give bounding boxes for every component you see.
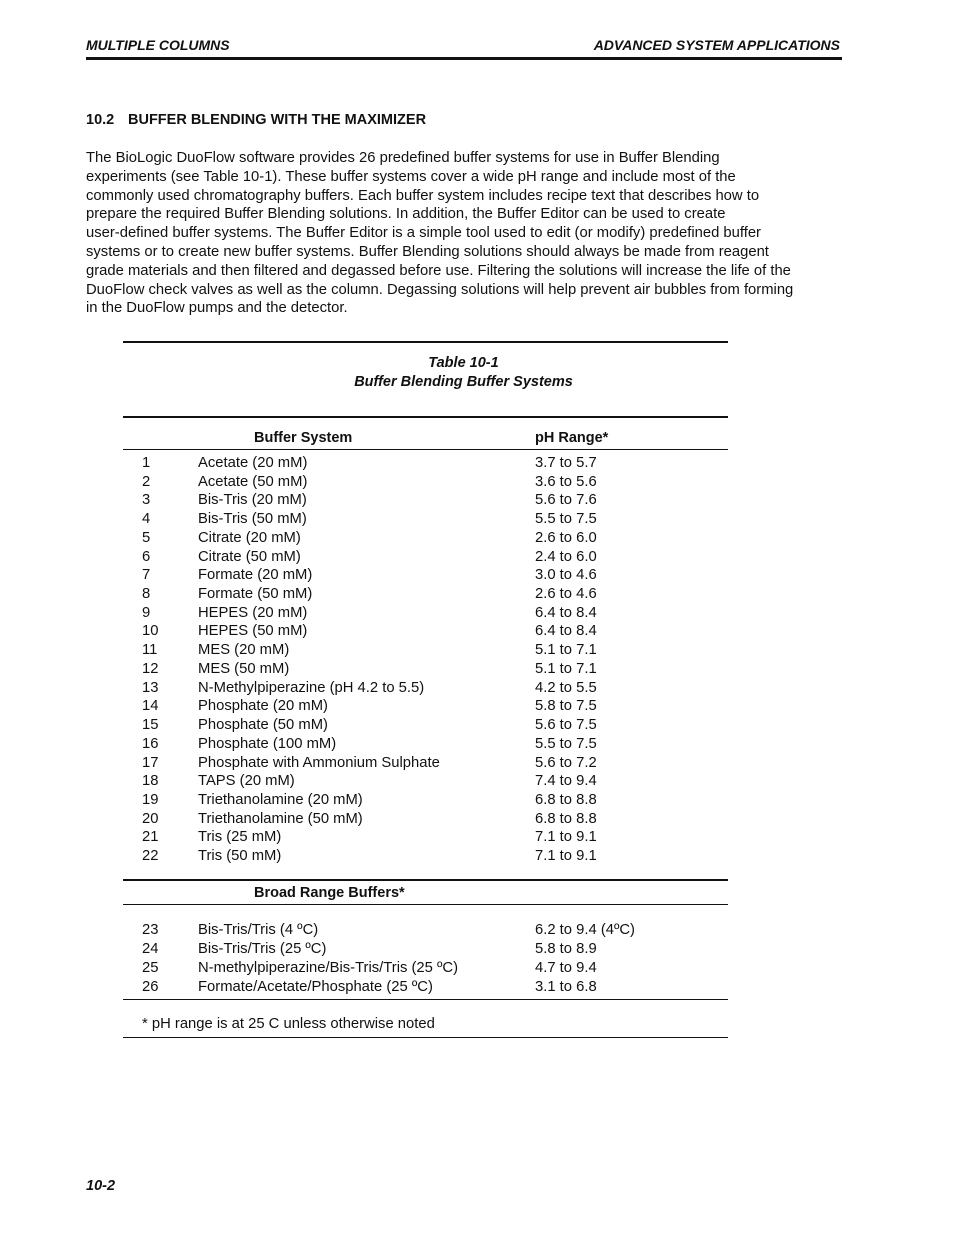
buffer-system-name: Bis-Tris/Tris (4 ºC) xyxy=(198,922,319,938)
buffer-system-name: Triethanolamine (50 mM) xyxy=(198,810,363,827)
table-row xyxy=(123,941,728,960)
table-row xyxy=(123,829,728,848)
table-label: Table 10-1 xyxy=(428,355,499,371)
ph-range-value: 2.4 to 6.0 xyxy=(535,548,597,565)
row-number: 25 xyxy=(142,960,159,976)
row-number: 3 xyxy=(142,492,151,509)
table-title: Buffer Blending Buffer Systems xyxy=(354,374,573,390)
ph-range-value: 4.7 to 9.4 xyxy=(535,960,597,976)
table-row xyxy=(123,530,728,549)
buffer-system-name: TAPS (20 mM) xyxy=(198,773,295,790)
table-row xyxy=(123,549,728,568)
paragraph-line: in the DuoFlow pumps and the detector. xyxy=(86,300,348,317)
buffer-system-name: Bis-Tris (50 mM) xyxy=(198,511,307,528)
table-row xyxy=(123,717,728,736)
buffer-system-name: Formate (50 mM) xyxy=(198,586,313,603)
table-header-bottom-rule xyxy=(123,449,728,450)
row-number: 18 xyxy=(142,773,159,790)
row-number: 20 xyxy=(142,810,159,827)
paragraph-line: prepare the required Buffer Blending solutions. In addition, the Buffer Editor can be used to create xyxy=(86,206,726,223)
broad-section-top-rule xyxy=(123,879,728,881)
section-number: 10.2 xyxy=(86,112,115,128)
footnote-bottom-rule xyxy=(123,1037,728,1038)
buffer-system-name: Phosphate (100 mM) xyxy=(198,735,337,752)
row-number: 13 xyxy=(142,679,159,696)
row-number: 23 xyxy=(142,922,159,938)
buffer-system-name: Acetate (20 mM) xyxy=(198,455,308,471)
buffer-system-name: Phosphate (50 mM) xyxy=(198,717,328,734)
row-number: 26 xyxy=(142,979,159,995)
table-row xyxy=(123,661,728,680)
table-row xyxy=(123,511,728,530)
row-number: 1 xyxy=(142,455,151,471)
ph-range-value: 6.8 to 8.8 xyxy=(535,810,597,827)
running-header-right: ADVANCED SYSTEM APPLICATIONS xyxy=(593,37,840,53)
ph-range-value: 5.1 to 7.1 xyxy=(535,660,597,677)
table-row xyxy=(123,792,728,811)
running-header xyxy=(86,37,842,60)
ph-range-value: 5.6 to 7.2 xyxy=(535,754,597,771)
buffer-system-name: HEPES (20 mM) xyxy=(198,604,308,621)
ph-range-value: 5.5 to 7.5 xyxy=(535,511,597,528)
paragraph-line: experiments (see Table 10-1). These buffer systems cover a wide pH range and include most of the xyxy=(86,168,736,185)
table-row xyxy=(123,586,728,605)
table-row xyxy=(123,848,728,867)
row-number: 5 xyxy=(142,529,151,546)
row-number: 2 xyxy=(142,473,151,490)
row-number: 8 xyxy=(142,586,151,603)
table-footnote: * pH range is at 25 C unless otherwise noted xyxy=(142,1016,435,1032)
row-number: 17 xyxy=(142,754,159,771)
ph-range-value: 6.8 to 8.8 xyxy=(535,791,597,808)
paragraph-line: user-defined buffer systems. The Buffer Editor is a simple tool used to edit (or modify) predefined buffer xyxy=(86,225,761,242)
buffer-system-name: MES (20 mM) xyxy=(198,642,290,659)
table-row xyxy=(123,567,728,586)
row-number: 11 xyxy=(142,642,158,659)
ph-range-value: 3.7 to 5.7 xyxy=(535,455,597,471)
table-row xyxy=(123,736,728,755)
table-header-top-rule xyxy=(123,416,728,418)
ph-range-value: 6.2 to 9.4 (4ºC) xyxy=(535,922,635,938)
buffer-system-name: Phosphate with Ammonium Sulphate xyxy=(198,754,440,771)
buffer-system-name: Formate/Acetate/Phosphate (25 ºC) xyxy=(198,979,433,995)
row-number: 24 xyxy=(142,941,159,957)
page-number: 10-2 xyxy=(86,1178,116,1194)
ph-range-value: 5.8 to 8.9 xyxy=(535,941,597,957)
paragraph-line: The BioLogic DuoFlow software provides 26 predefined buffer systems for use in Buffer Blending xyxy=(86,150,720,166)
row-number: 4 xyxy=(142,511,151,528)
ph-range-value: 5.6 to 7.6 xyxy=(535,492,597,509)
section-heading xyxy=(86,112,426,128)
table-row xyxy=(123,623,728,642)
row-number: 19 xyxy=(142,791,159,808)
row-number: 10 xyxy=(142,623,159,640)
buffer-system-name: Tris (50 mM) xyxy=(198,848,282,865)
table-row xyxy=(123,680,728,699)
table-bottom-rule xyxy=(123,999,728,1000)
ph-range-value: 6.4 to 8.4 xyxy=(535,604,597,621)
row-number: 21 xyxy=(142,829,159,846)
section-title: BUFFER BLENDING WITH THE MAXIMIZER xyxy=(128,112,427,128)
buffer-system-name: Formate (20 mM) xyxy=(198,567,313,584)
ph-range-value: 7.1 to 9.1 xyxy=(535,829,597,846)
table-row xyxy=(123,811,728,830)
table-top-rule xyxy=(123,341,728,343)
table-row xyxy=(123,455,728,474)
row-number: 16 xyxy=(142,735,159,752)
ph-range-value: 3.1 to 6.8 xyxy=(535,979,597,995)
ph-range-value: 3.6 to 5.6 xyxy=(535,473,597,490)
ph-range-value: 5.5 to 7.5 xyxy=(535,735,597,752)
table-row xyxy=(123,605,728,624)
table-row xyxy=(123,492,728,511)
paragraph-line: commonly used chromatography buffers. Each buffer system includes recipe text that describes how to xyxy=(86,187,760,204)
row-number: 22 xyxy=(142,848,159,865)
ph-range-value: 6.4 to 8.4 xyxy=(535,623,597,640)
row-number: 9 xyxy=(142,604,151,621)
row-number: 14 xyxy=(142,698,159,715)
table-row xyxy=(123,474,728,493)
running-header-left: MULTIPLE COLUMNS xyxy=(86,37,230,53)
buffer-system-name: Bis-Tris/Tris (25 ºC) xyxy=(198,941,327,957)
ph-range-value: 3.0 to 4.6 xyxy=(535,567,597,584)
ph-range-value: 4.2 to 5.5 xyxy=(535,679,597,696)
paragraph-line: systems or to create new buffer systems. Buffer Blending solutions should always be made from reagent xyxy=(86,243,769,260)
ph-range-value: 2.6 to 6.0 xyxy=(535,529,597,546)
row-number: 7 xyxy=(142,567,151,584)
buffer-system-name: Tris (25 mM) xyxy=(198,829,282,846)
table-row xyxy=(123,979,728,998)
ph-range-value: 5.1 to 7.1 xyxy=(535,642,597,659)
table-row xyxy=(123,960,728,979)
ph-range-value: 5.8 to 7.5 xyxy=(535,698,597,715)
row-number: 6 xyxy=(142,548,151,565)
table-row xyxy=(123,922,728,941)
buffer-system-name: Citrate (50 mM) xyxy=(198,548,301,565)
buffer-system-name: MES (50 mM) xyxy=(198,660,290,677)
table-row xyxy=(123,642,728,661)
broad-range-heading: Broad Range Buffers* xyxy=(254,885,405,901)
row-number: 15 xyxy=(142,717,159,734)
buffer-system-name: Citrate (20 mM) xyxy=(198,529,301,546)
buffer-system-name: HEPES (50 mM) xyxy=(198,623,308,640)
ph-range-value: 7.4 to 9.4 xyxy=(535,773,597,790)
table-row xyxy=(123,698,728,717)
ph-range-value: 5.6 to 7.5 xyxy=(535,717,597,734)
body-paragraph xyxy=(86,149,848,318)
row-number: 12 xyxy=(142,660,159,677)
broad-section-heading-rule xyxy=(123,904,728,905)
buffer-system-name: N-Methylpiperazine (pH 4.2 to 5.5) xyxy=(198,679,425,696)
buffer-system-name: Phosphate (20 mM) xyxy=(198,698,328,715)
paragraph-line: DuoFlow check valves as well as the column. Degassing solutions will help prevent air bubbles from forming xyxy=(86,281,794,298)
buffer-system-name: N-methylpiperazine/Bis-Tris/Tris (25 ºC) xyxy=(198,960,459,976)
buffer-system-name: Triethanolamine (20 mM) xyxy=(198,791,363,808)
table-row xyxy=(123,773,728,792)
ph-range-value: 7.1 to 9.1 xyxy=(535,848,597,865)
paragraph-line: grade materials and then filtered and degassed before use. Filtering the solutions will increase the life of the xyxy=(86,262,791,279)
column-header-buffer-system: Buffer System xyxy=(254,430,353,446)
table-row xyxy=(123,755,728,774)
buffer-system-name: Bis-Tris (20 mM) xyxy=(198,492,307,509)
column-header-ph-range: pH Range* xyxy=(535,430,609,446)
ph-range-value: 2.6 to 4.6 xyxy=(535,586,597,603)
buffer-system-name: Acetate (50 mM) xyxy=(198,473,308,490)
